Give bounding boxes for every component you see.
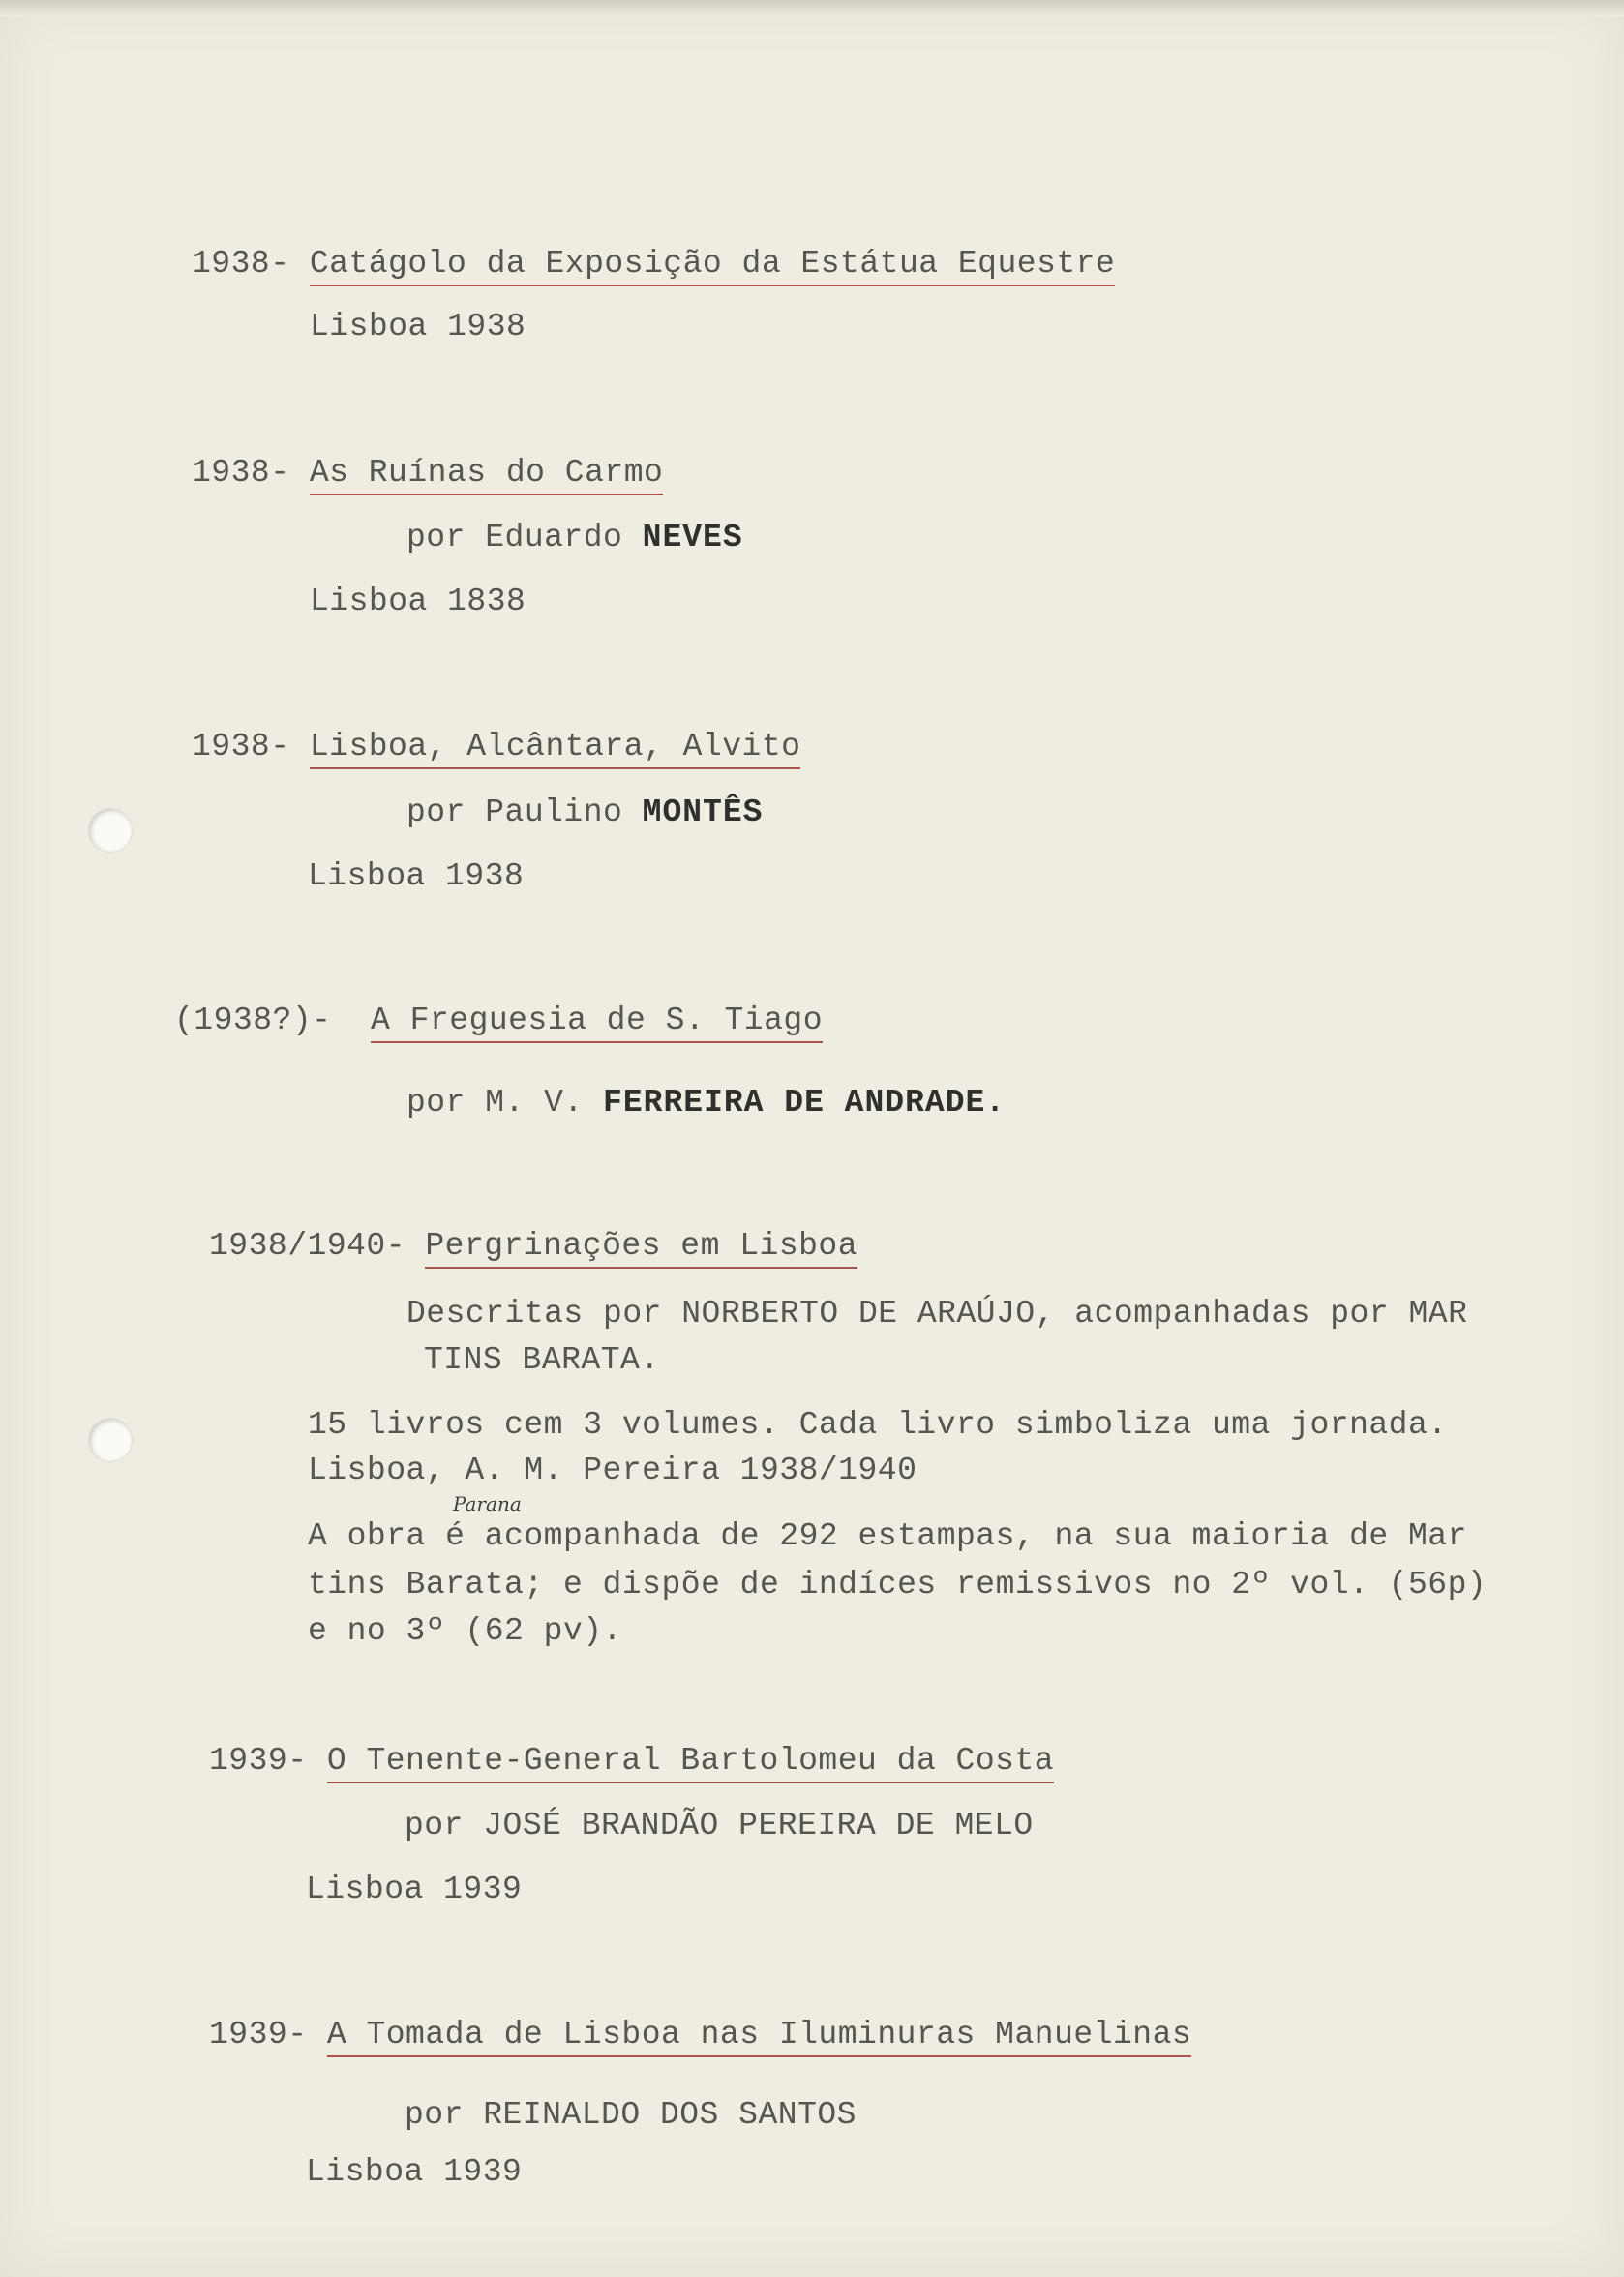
entry-6-author [405, 1807, 1034, 1845]
entry-5-handwritten-note: Parana [453, 1492, 522, 1515]
entry-5-note-line-1: 15 livros cem 3 volumes. Cada livro simboliza uma jornada. [308, 1407, 1448, 1443]
entry-7-year: 1939- [209, 2017, 308, 2052]
entry-6-place: Lisboa 1939 [306, 1872, 523, 1907]
entry-6-heading [209, 1742, 1054, 1781]
entry-1-place: Lisboa 1938 [310, 309, 526, 345]
entry-6-author-name: JOSÉ BRANDÃO PEREIRA DE MELO [483, 1808, 1034, 1843]
entry-2-author-prefix: por Eduardo [406, 520, 643, 555]
entry-7-title: A Tomada de Lisboa nas Iluminuras Manuelinas [327, 2017, 1191, 2057]
punch-hole-lower [89, 1419, 132, 1461]
entry-2-title: As Ruínas do Carmo [310, 455, 663, 495]
entry-5-note-line-2: Lisboa, A. M. Pereira 1938/1940 [308, 1453, 917, 1488]
entry-3-title: Lisboa, Alcântara, Alvito [310, 729, 801, 769]
entry-7-place: Lisboa 1939 [306, 2154, 523, 2190]
entry-4-heading [174, 1002, 823, 1040]
entry-1-title: Catágolo da Exposição da Estátua Equestre [310, 246, 1115, 286]
entry-6-title: O Tenente-General Bartolomeu da Costa [327, 1743, 1054, 1783]
entry-2-heading [192, 454, 663, 493]
entry-6-author-prefix: por [405, 1808, 484, 1843]
entry-5-note-line-3: A obra é acompanhada de 292 estampas, na sua maioria de Mar [308, 1518, 1467, 1554]
entry-6-year: 1939- [209, 1743, 308, 1779]
entry-2-author-name: NEVES [642, 520, 743, 555]
entry-5-note-line-5: e no 3º (62 pv). [308, 1613, 622, 1649]
page-top-edge [0, 0, 1624, 17]
entry-7-author [405, 2096, 857, 2135]
punch-hole-upper [89, 809, 132, 852]
entry-5-desc-line-1: Descritas por NORBERTO DE ARAÚJO, acompanhadas por MAR [406, 1296, 1468, 1332]
entry-7-author-name: REINALDO DOS SANTOS [483, 2097, 857, 2133]
entry-7-heading [209, 2016, 1191, 2054]
entry-7-author-prefix: por [405, 2097, 484, 2133]
entry-1-heading [192, 245, 1115, 284]
entry-4-author-name: FERREIRA DE ANDRADE. [603, 1085, 1007, 1121]
entry-3-year: 1938- [192, 729, 290, 764]
entry-5-heading [209, 1227, 857, 1266]
entry-4-author-prefix: por M. V. [406, 1085, 604, 1121]
entry-3-author [406, 794, 763, 832]
entry-2-place: Lisboa 1838 [310, 584, 526, 619]
entry-5-desc-line-2: TINS BARATA. [424, 1342, 660, 1378]
entry-5-title: Pergrinações em Lisboa [425, 1228, 857, 1269]
entry-5-note-line-4: tins Barata; e dispõe de indíces remissivos no 2º vol. (56p) [308, 1567, 1488, 1603]
entry-4-author [406, 1084, 1006, 1123]
entry-4-year: (1938?)- [174, 1003, 332, 1038]
entry-2-year: 1938- [192, 455, 290, 491]
entry-3-author-name: MONTÊS [642, 794, 764, 830]
entry-4-title: A Freguesia de S. Tiago [371, 1003, 823, 1043]
entry-3-author-prefix: por Paulino [406, 794, 643, 830]
entry-2-author [406, 519, 743, 557]
entry-3-place: Lisboa 1938 [308, 858, 525, 894]
entry-3-heading [192, 728, 800, 766]
entry-5-year: 1938/1940- [209, 1228, 406, 1264]
entry-1-year: 1938- [192, 246, 290, 282]
